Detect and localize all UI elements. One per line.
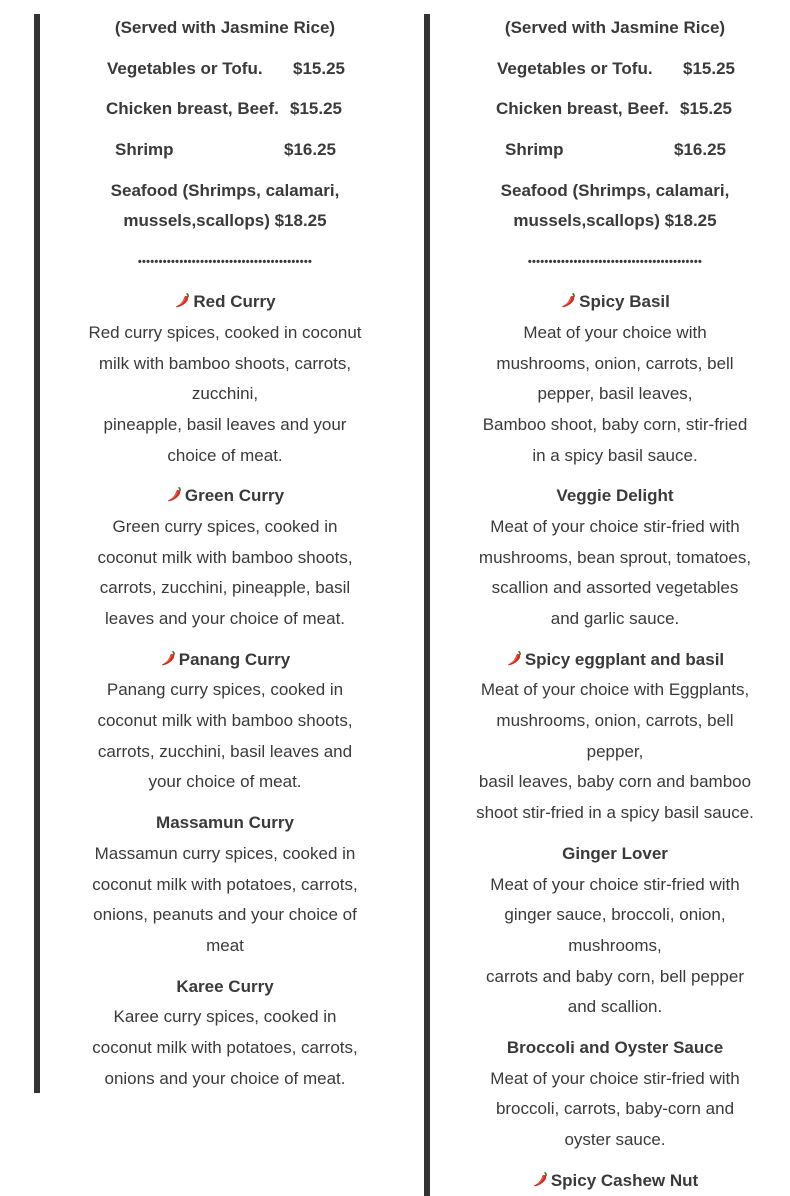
- menu-item-description: Meat of your choice stir-fried with: [490, 516, 740, 536]
- menu-item-name: Panang Curry: [178, 649, 291, 669]
- right-column-rule: [424, 14, 430, 1196]
- menu-item-description: Meat of your choice with Eggplants,: [480, 680, 750, 700]
- price-row: [75, 94, 375, 125]
- served-with-note: (Served with Jasmine Rice): [114, 18, 336, 37]
- seafood-line: Seafood (Shrimps, calamari,: [110, 180, 340, 200]
- price-option-amount: $15.25: [680, 99, 732, 119]
- menu-item-description: oyster sauce.: [564, 1130, 666, 1149]
- price-option-name: Chicken breast, Beef.: [496, 99, 669, 119]
- menu-item-description: choice of meat.: [167, 445, 283, 465]
- seafood-price: [75, 176, 375, 237]
- menu-item-title: [75, 645, 375, 676]
- menu-item-description: Karee curry spices, cooked in: [113, 1007, 337, 1027]
- menu-item-description: and scallion.: [567, 997, 663, 1017]
- menu-item-name: Massamun Curry: [156, 813, 294, 833]
- menu-item-title: [465, 287, 765, 318]
- menu-item-description: mushrooms, bean sprout, tomatoes,: [478, 547, 752, 567]
- menu-item-description: ginger sauce, broccoli, onion,: [504, 905, 726, 925]
- price-option-name: Shrimp: [505, 140, 564, 160]
- menu-item-description: mushrooms, onion, carrots, bell: [496, 711, 734, 731]
- menu-item-description: pepper,: [586, 741, 644, 761]
- menu-item-description: mushrooms, onion, carrots, bell: [496, 353, 734, 373]
- price-option-name: Vegetables or Tofu.: [107, 58, 263, 78]
- price-option-amount: $15.25: [683, 58, 735, 78]
- menu-item-description: Massamun curry spices, cooked in: [94, 843, 356, 863]
- seafood-line: mussels,scallops) $18.25: [123, 211, 327, 231]
- menu-item-name: Spicy Basil: [579, 292, 670, 312]
- price-option-amount: $16.25: [674, 140, 726, 160]
- menu-item-description: onions and your choice of meat.: [104, 1068, 346, 1088]
- price-option-name: Vegetables or Tofu.: [497, 58, 653, 78]
- menu-item-description: coconut milk with bamboo shoots,: [97, 711, 353, 731]
- price-option-name: Shrimp: [115, 140, 174, 160]
- menu-item-name: Veggie Delight: [556, 486, 674, 506]
- menu-item-description: basil leaves, baby corn and bamboo: [478, 772, 752, 792]
- price-row: [75, 54, 375, 85]
- menu-item-title: [465, 1033, 765, 1064]
- menu-item-description: shoot stir-fried in a spicy basil sauce.: [476, 803, 754, 823]
- price-row: [75, 135, 375, 166]
- menu-item-description: Meat of your choice stir-fried with: [490, 1068, 740, 1088]
- menu-item-description: your choice of meat.: [148, 772, 302, 792]
- chili-pepper-icon: [174, 291, 192, 309]
- menu-item-title: [465, 839, 765, 870]
- menu-item-description: carrots and baby corn, bell pepper: [486, 966, 744, 986]
- price-row: [465, 135, 765, 166]
- seafood-line: mussels,scallops) $18.25: [513, 211, 717, 231]
- dotted-divider: ••••••••••••••••••••••••••••••••••••••••••: [527, 256, 703, 269]
- seafood-price: [465, 176, 765, 237]
- menu-item-description: zucchini,: [191, 384, 259, 404]
- menu-item-description: scallion and assorted vegetables: [491, 578, 739, 598]
- left-column-rule: [34, 14, 40, 1093]
- seafood-line: Seafood (Shrimps, calamari,: [500, 180, 730, 200]
- menu-item-description: Panang curry spices, cooked in: [106, 680, 344, 700]
- menu-item-name: Ginger Lover: [562, 843, 668, 863]
- right-menu-column: [465, 0, 765, 1196]
- menu-item-name: Broccoli and Oyster Sauce: [506, 1037, 724, 1057]
- menu-item-description: onions, peanuts and your choice of: [93, 905, 357, 925]
- menu-item-description: broccoli, carrots, baby-corn and: [495, 1099, 735, 1119]
- menu-item-description: milk with bamboo shoots, carrots,: [98, 353, 352, 373]
- price-option-amount: $16.25: [284, 140, 336, 160]
- served-with-note: (Served with Jasmine Rice): [504, 18, 726, 37]
- dotted-divider: ••••••••••••••••••••••••••••••••••••••••••: [137, 256, 313, 269]
- price-option-amount: $15.25: [293, 58, 345, 78]
- menu-item-title: [75, 972, 375, 1003]
- menu-item-description: and garlic sauce.: [550, 609, 680, 628]
- menu-item-description: coconut milk with bamboo shoots,: [97, 547, 353, 567]
- menu-item-description: Meat of your choice with: [523, 322, 707, 342]
- menu-item-description: Meat of your choice stir-fried with: [490, 874, 740, 894]
- menu-item-name: Karee Curry: [176, 976, 274, 996]
- left-menu-column: [75, 0, 375, 1094]
- menu-item-description: Bamboo shoot, baby corn, stir-fried: [482, 414, 748, 434]
- menu-item-name: Spicy Cashew Nut: [550, 1170, 699, 1190]
- price-option-amount: $15.25: [290, 99, 342, 119]
- menu-item-description: leaves and your choice of meat.: [104, 609, 346, 628]
- chili-pepper-icon: [532, 1170, 550, 1188]
- price-option-name: Chicken breast, Beef.: [106, 99, 279, 119]
- chili-pepper-icon: [166, 485, 184, 503]
- menu-item-name: Green Curry: [184, 486, 285, 506]
- menu-item-title: [465, 1166, 765, 1196]
- menu-item-description: pepper, basil leaves,: [537, 384, 693, 404]
- menu-item-description: meat: [206, 935, 244, 955]
- menu-item-description: coconut milk with potatoes, carrots,: [92, 874, 358, 894]
- price-row: [465, 54, 765, 85]
- menu-item-name: Red Curry: [193, 292, 276, 312]
- menu-item-title: [75, 481, 375, 512]
- menu-item-title: [465, 645, 765, 676]
- menu-item-title: [75, 287, 375, 318]
- menu-item-description: in a spicy basil sauce.: [532, 445, 698, 465]
- chili-pepper-icon: [560, 291, 578, 309]
- menu-item-description: pineapple, basil leaves and your: [103, 414, 347, 434]
- menu-item-description: mushrooms,: [568, 935, 662, 955]
- menu-item-description: coconut milk with potatoes, carrots,: [92, 1037, 358, 1057]
- menu-item-name: Spicy eggplant and basil: [524, 649, 725, 669]
- menu-item-description: carrots, zucchini, basil leaves and: [97, 741, 353, 761]
- price-row: [465, 94, 765, 125]
- chili-pepper-icon: [160, 649, 178, 667]
- menu-item-description: Red curry spices, cooked in coconut: [88, 322, 362, 342]
- menu-item-title: [75, 808, 375, 839]
- menu-item-title: [465, 481, 765, 512]
- menu-item-description: Green curry spices, cooked in: [112, 516, 338, 536]
- chili-pepper-icon: [506, 649, 524, 667]
- menu-item-description: carrots, zucchini, pineapple, basil: [99, 578, 351, 598]
